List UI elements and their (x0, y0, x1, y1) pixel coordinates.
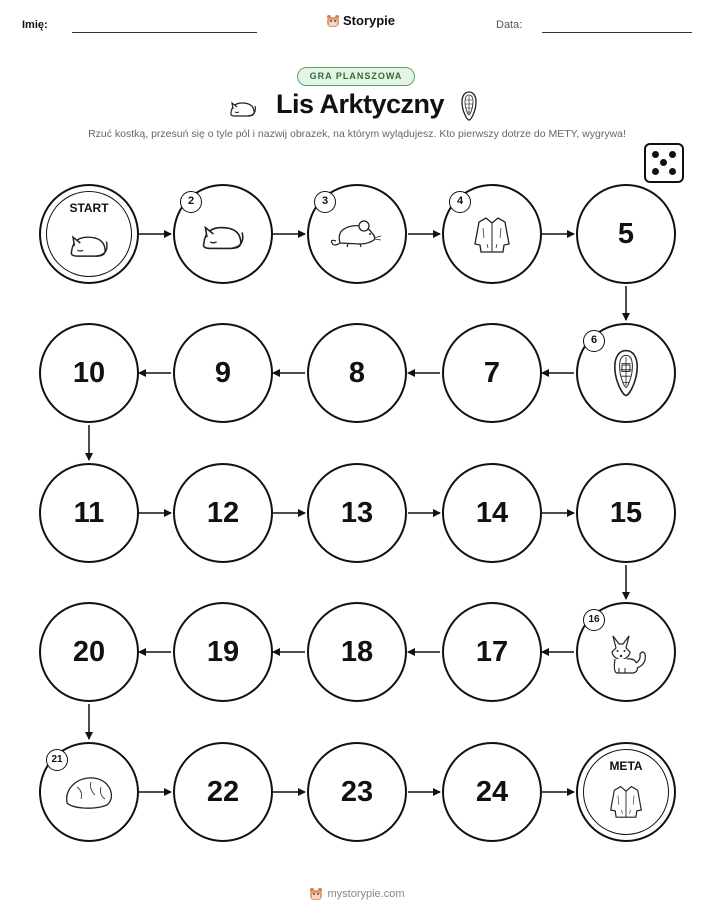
square-number-badge: 4 (449, 191, 471, 213)
square-22 (173, 742, 273, 842)
brand-name: Storypie (343, 13, 396, 28)
square-number-badge: 6 (583, 330, 605, 352)
snowshoe-icon (613, 349, 639, 397)
footer (0, 887, 714, 901)
date-label: Data: (496, 19, 523, 31)
game-type-badge: GRA PLANSZOWA (297, 67, 415, 86)
square-5 (576, 184, 676, 284)
square-17 (442, 602, 542, 702)
square-start (39, 184, 139, 284)
square-number: 19 (206, 635, 240, 668)
game-title: Lis Arktyczny (275, 89, 445, 119)
finish-label: META (609, 759, 643, 773)
square-number: 17 (475, 635, 509, 668)
square-finish (576, 742, 676, 842)
sleeping-fox-icon (199, 216, 247, 252)
square-number: 9 (214, 356, 232, 389)
square-number: 8 (348, 356, 366, 389)
square-number: 7 (483, 356, 501, 389)
fur-coat-icon (608, 783, 644, 819)
storypie-logo-icon (309, 887, 323, 901)
square-20 (39, 602, 139, 702)
square-number: 13 (340, 496, 374, 529)
square-7 (442, 323, 542, 423)
square-number-badge: 2 (180, 191, 202, 213)
square-9 (173, 323, 273, 423)
square-15 (576, 463, 676, 563)
square-number: 10 (72, 356, 106, 389)
square-number: 24 (475, 775, 509, 808)
square-number: 22 (206, 775, 240, 808)
square-18 (307, 602, 407, 702)
footer-website[interactable]: mystorypie.com (327, 888, 405, 900)
square-number-badge: 21 (46, 749, 68, 771)
square-number-badge: 3 (314, 191, 336, 213)
square-11 (39, 463, 139, 563)
instructions-text: Rzuć kostką, przesuń się o tyle pól i nazwij obrazek, na którym wylądujesz. Kto pierwszy dotrze do METY, wygrywa! (88, 128, 626, 140)
sleeping-fox-icon (67, 227, 111, 259)
square-24 (442, 742, 542, 842)
square-number: 14 (475, 496, 509, 529)
square-14 (442, 463, 542, 563)
square-number: 12 (206, 496, 240, 529)
square-number: 20 (72, 635, 106, 668)
start-label: START (69, 201, 109, 215)
rock-icon (63, 773, 115, 811)
square-number: 11 (73, 496, 105, 529)
square-number: 18 (340, 635, 374, 668)
square-8 (307, 323, 407, 423)
square-19 (173, 602, 273, 702)
square-number: 5 (617, 217, 635, 250)
square-number: 15 (609, 496, 643, 529)
square-10 (39, 323, 139, 423)
square-23 (307, 742, 407, 842)
fur-coat-icon (472, 214, 512, 254)
mouse-icon (330, 217, 384, 251)
square-13 (307, 463, 407, 563)
square-12 (173, 463, 273, 563)
square-number: 23 (340, 775, 374, 808)
name-label: Imię: (22, 19, 48, 31)
square-number-badge: 16 (583, 609, 605, 631)
arctic-fox-icon (603, 628, 649, 676)
